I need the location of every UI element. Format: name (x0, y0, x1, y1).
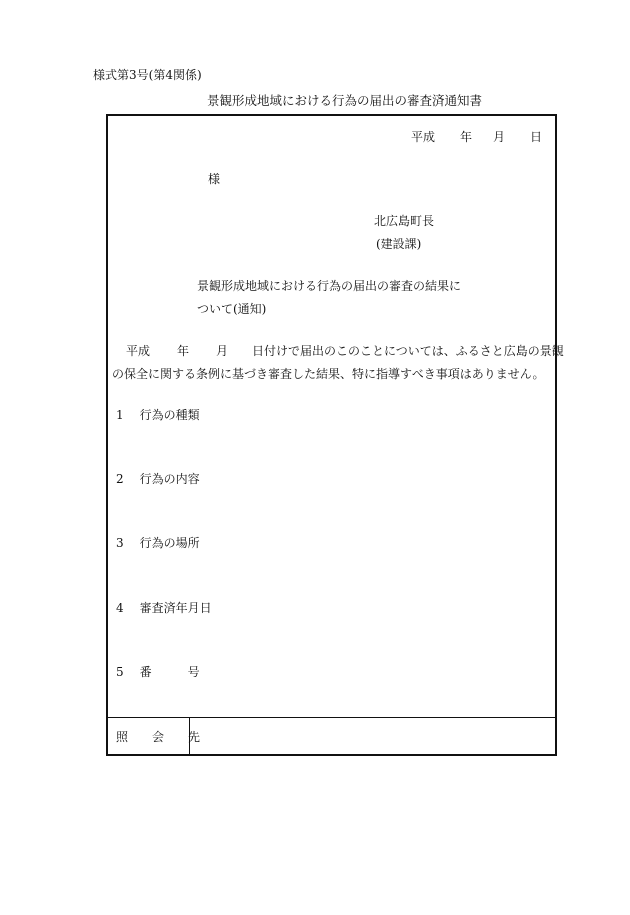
item-1 (116, 406, 200, 423)
body-month-unit: 月 (216, 344, 229, 358)
item-3 (116, 534, 200, 551)
issuer-name: 北広島町長 (374, 214, 435, 228)
date-month-unit: 月 (493, 130, 506, 144)
item-label: 番 号 (139, 665, 200, 679)
item-number: 4 (116, 601, 124, 615)
item-number: 2 (116, 472, 124, 486)
form-number: 様式第3号(第4関係) (93, 68, 202, 82)
subject-line-2: ついて(通知) (197, 302, 267, 316)
item-5 (116, 663, 200, 680)
notice-frame (106, 114, 564, 756)
inquiry-divider (189, 718, 190, 754)
inquiry-row (108, 717, 555, 754)
item-number: 1 (116, 408, 124, 422)
date-year-unit: 年 (460, 130, 473, 144)
issuer-department: (建設課) (376, 237, 422, 251)
date-day-unit: 日 (530, 130, 543, 144)
addressee-suffix: 様 (208, 172, 221, 186)
body-line-1 (126, 342, 564, 359)
item-label: 行為の種類 (139, 408, 200, 422)
item-4 (116, 599, 212, 616)
body-line-2: の保全に関する条例に基づき審査した結果、特に指導すべき事項はありません。 (112, 367, 545, 381)
body-line-1-text: 日付けで届出のこのことについては、ふるさと広島の景観 (252, 344, 564, 358)
item-number: 5 (116, 665, 124, 679)
item-2 (116, 470, 200, 487)
body-year-unit: 年 (177, 344, 190, 358)
subject-line-1: 景観形成地域における行為の届出の審査の結果に (197, 279, 462, 293)
inquiry-label: 照 会 先 (116, 730, 201, 744)
body-era: 平成 (126, 344, 151, 358)
document-title: 景観形成地域における行為の届出の審査済通知書 (207, 93, 483, 108)
item-label: 審査済年月日 (139, 601, 212, 615)
date-era: 平成 (411, 130, 436, 144)
item-number: 3 (116, 536, 124, 550)
item-label: 行為の内容 (139, 472, 200, 486)
item-label: 行為の場所 (139, 536, 200, 550)
